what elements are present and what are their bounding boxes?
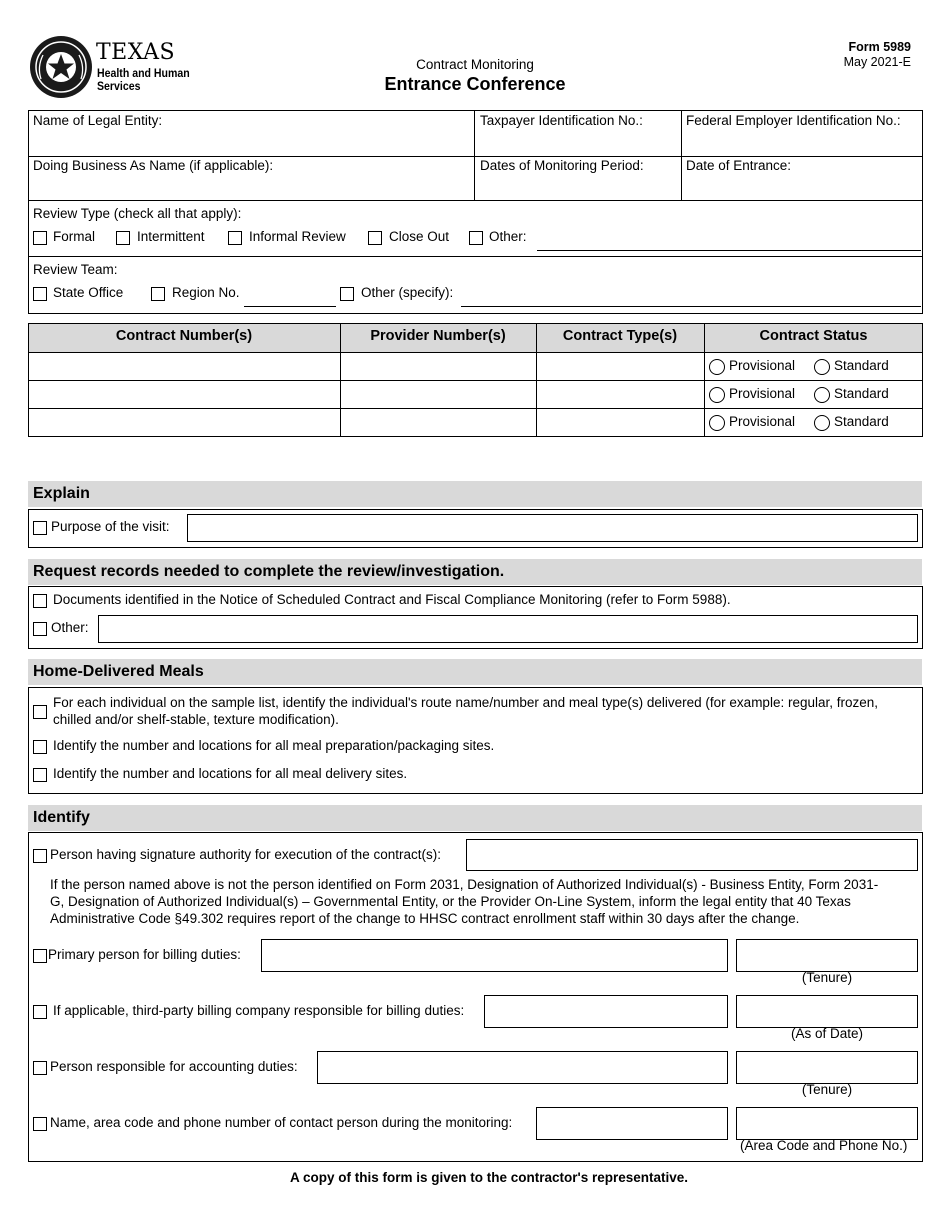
explain-section-title: Explain bbox=[28, 481, 922, 507]
legal-entity-field[interactable]: Name of Legal Entity: bbox=[33, 113, 163, 128]
status-provisional-label: Provisional bbox=[729, 386, 796, 401]
status-provisional-radio[interactable] bbox=[709, 415, 725, 431]
status-standard-label: Standard bbox=[834, 386, 889, 401]
delivery-sites-label: Identify the number and locations for all meal delivery sites. bbox=[53, 766, 408, 781]
billing-label: Primary person for billing duties: bbox=[48, 947, 241, 962]
col-header-contract-status: Contract Status bbox=[759, 328, 868, 344]
records-other-checkbox[interactable] bbox=[33, 622, 47, 636]
billing-tenure-input[interactable] bbox=[736, 939, 918, 972]
contact-label: Name, area code and phone number of contact person during the monitoring: bbox=[50, 1115, 513, 1130]
review-type-informal-label: Informal Review bbox=[249, 229, 346, 244]
status-provisional-label: Provisional bbox=[729, 414, 796, 429]
signature-notice-line3: Administrative Code §49.302 requires report of the change to HHSC contract enrollment staff within 30 days after the change. bbox=[50, 911, 800, 926]
identify-section-title: Identify bbox=[28, 805, 922, 831]
purpose-label: Purpose of the visit: bbox=[51, 519, 170, 534]
col-header-contract-type: Contract Type(s) bbox=[562, 328, 678, 344]
signature-notice-line2: G, Designation of Authorized Individual(s) – Governmental Entity, or the Provider On-Line System, inform the legal entity that 40 Texas bbox=[50, 894, 851, 909]
review-type-other-input[interactable] bbox=[537, 250, 921, 251]
third-party-checkbox[interactable] bbox=[33, 1005, 47, 1019]
meals-section-title: Home-Delivered Meals bbox=[28, 659, 922, 685]
review-type-intermittent-checkbox[interactable] bbox=[116, 231, 130, 245]
provider-number-cell[interactable] bbox=[341, 353, 535, 380]
col-header-contract-number: Contract Number(s) bbox=[115, 328, 253, 344]
review-team-other-label: Other (specify): bbox=[361, 285, 454, 300]
purpose-input[interactable] bbox=[187, 514, 918, 542]
accounting-label: Person responsible for accounting duties: bbox=[50, 1059, 298, 1074]
accounting-checkbox[interactable] bbox=[33, 1061, 47, 1075]
taxpayer-id-field[interactable]: Taxpayer Identification No.: bbox=[480, 113, 643, 128]
records-other-input[interactable] bbox=[98, 615, 918, 643]
review-type-closeout-checkbox[interactable] bbox=[368, 231, 382, 245]
dba-name-field[interactable]: Doing Business As Name (if applicable): bbox=[33, 158, 274, 173]
logo-state: TEXAS bbox=[96, 40, 176, 65]
contract-number-cell[interactable] bbox=[29, 381, 339, 408]
footer-note: A copy of this form is given to the contractor's representative. bbox=[289, 1170, 689, 1185]
status-provisional-label: Provisional bbox=[729, 358, 796, 373]
accounting-tenure-input[interactable] bbox=[736, 1051, 918, 1084]
contract-type-cell[interactable] bbox=[537, 381, 703, 408]
status-standard-radio[interactable] bbox=[814, 387, 830, 403]
monitoring-dates-field[interactable]: Dates of Monitoring Period: bbox=[480, 158, 644, 173]
review-team-region-label: Region No. bbox=[172, 285, 240, 300]
delivery-sites-checkbox[interactable] bbox=[33, 768, 47, 782]
form-subtitle: Contract Monitoring bbox=[416, 57, 534, 72]
third-party-date-caption: (As of Date) bbox=[790, 1026, 864, 1041]
billing-checkbox[interactable] bbox=[33, 949, 47, 963]
prep-sites-label: Identify the number and locations for all meal preparation/packaging sites. bbox=[53, 738, 495, 753]
status-standard-radio[interactable] bbox=[814, 359, 830, 375]
status-standard-label: Standard bbox=[834, 414, 889, 429]
third-party-input[interactable] bbox=[484, 995, 728, 1028]
review-type-informal-checkbox[interactable] bbox=[228, 231, 242, 245]
contract-number-cell[interactable] bbox=[29, 353, 339, 380]
contract-type-cell[interactable] bbox=[537, 409, 703, 436]
signature-authority-checkbox[interactable] bbox=[33, 849, 47, 863]
review-type-intermittent-label: Intermittent bbox=[137, 229, 205, 244]
texas-seal-icon bbox=[29, 35, 93, 99]
billing-tenure-caption: (Tenure) bbox=[801, 970, 853, 985]
route-meal-type-checkbox[interactable] bbox=[33, 705, 47, 719]
review-team-other-input[interactable] bbox=[461, 306, 921, 307]
review-type-closeout-label: Close Out bbox=[389, 229, 450, 244]
form-number: Form 5989 bbox=[848, 40, 911, 54]
accounting-person-input[interactable] bbox=[317, 1051, 728, 1084]
provider-number-cell[interactable] bbox=[341, 381, 535, 408]
status-standard-radio[interactable] bbox=[814, 415, 830, 431]
review-team-other-checkbox[interactable] bbox=[340, 287, 354, 301]
contact-phone-caption: (Area Code and Phone No.) bbox=[740, 1138, 908, 1153]
contact-checkbox[interactable] bbox=[33, 1117, 47, 1131]
signature-authority-label: Person having signature authority for execution of the contract(s): bbox=[50, 847, 441, 862]
route-meal-type-label-line1: For each individual on the sample list, identify the individual's route name/number and meal type(s) delivered (for example: regular, frozen, bbox=[53, 695, 879, 710]
review-team-state-office-checkbox[interactable] bbox=[33, 287, 47, 301]
form-date: May 2021-E bbox=[843, 55, 911, 69]
review-type-label: Review Type (check all that apply): bbox=[33, 206, 242, 221]
records-other-label: Other: bbox=[51, 620, 89, 635]
third-party-date-input[interactable] bbox=[736, 995, 918, 1028]
contract-number-cell[interactable] bbox=[29, 409, 339, 436]
contact-phone-input[interactable] bbox=[736, 1107, 918, 1140]
entrance-date-field[interactable]: Date of Entrance: bbox=[686, 158, 792, 173]
federal-employer-id-field[interactable]: Federal Employer Identification No.: bbox=[686, 113, 901, 128]
status-provisional-radio[interactable] bbox=[709, 387, 725, 403]
purpose-checkbox[interactable] bbox=[33, 521, 47, 535]
third-party-label: If applicable, third-party billing company responsible for billing duties: bbox=[53, 1003, 465, 1018]
provider-number-cell[interactable] bbox=[341, 409, 535, 436]
request-records-section-title: Request records needed to complete the review/investigation. bbox=[28, 559, 922, 585]
review-type-formal-checkbox[interactable] bbox=[33, 231, 47, 245]
documents-label: Documents identified in the Notice of Scheduled Contract and Fiscal Compliance Monitoring (refer to Form 5988). bbox=[53, 592, 731, 607]
review-type-formal-label: Formal bbox=[53, 229, 96, 244]
contact-name-input[interactable] bbox=[536, 1107, 728, 1140]
col-header-provider-number: Provider Number(s) bbox=[370, 328, 506, 344]
accounting-tenure-caption: (Tenure) bbox=[801, 1082, 853, 1097]
status-standard-label: Standard bbox=[834, 358, 889, 373]
documents-checkbox[interactable] bbox=[33, 594, 47, 608]
signature-notice-line1: If the person named above is not the person identified on Form 2031, Designation of Authorized Individual(s) - Business Entity, Form 2031- bbox=[50, 877, 879, 892]
route-meal-type-label-line2: chilled and/or shelf-stable, texture modification). bbox=[53, 712, 339, 727]
status-provisional-radio[interactable] bbox=[709, 359, 725, 375]
review-type-other-checkbox[interactable] bbox=[469, 231, 483, 245]
logo-line2: Services bbox=[97, 79, 141, 93]
page-title: Entrance Conference bbox=[384, 74, 566, 94]
region-number-input[interactable] bbox=[244, 306, 336, 307]
contract-type-cell[interactable] bbox=[537, 353, 703, 380]
review-team-state-office-label: State Office bbox=[53, 285, 124, 300]
prep-sites-checkbox[interactable] bbox=[33, 740, 47, 754]
review-team-label: Review Team: bbox=[33, 262, 118, 277]
billing-person-input[interactable] bbox=[261, 939, 728, 972]
review-team-region-checkbox[interactable] bbox=[151, 287, 165, 301]
logo-line1: Health and Human bbox=[97, 66, 190, 80]
signature-authority-input[interactable] bbox=[466, 839, 918, 871]
review-type-other-label: Other: bbox=[489, 229, 527, 244]
